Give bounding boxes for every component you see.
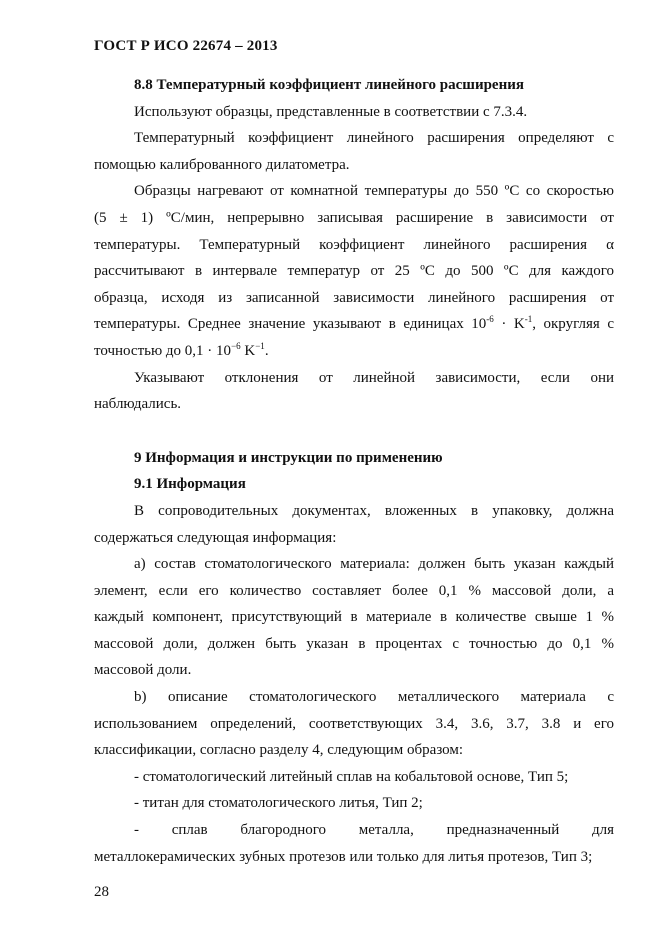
page-number: 28 [94, 884, 109, 900]
dash-item: - стоматологический литейный сплав на кобальтовой основе, Тип 5; [134, 768, 569, 785]
paragraph-line: содержаться следующая информация: [94, 529, 337, 546]
list-item-b-line: классификации, согласно разделу 4, следующим образом: [94, 742, 464, 759]
superscript: -1 [524, 314, 533, 325]
list-item-a-line: каждый компонент, присутствующий в материале в количестве свыше 1 % [94, 609, 614, 626]
text-fragment: , округляя с [532, 316, 614, 333]
text-fragment: . [264, 342, 269, 359]
paragraph-line: наблюдались. [94, 396, 182, 413]
list-item-a-line: массовой доли. [94, 662, 192, 679]
text-fragment: K [240, 342, 256, 359]
list-item-b-line: b) описание стоматологического металлического материала с [134, 689, 614, 706]
document-body [94, 72, 614, 870]
text-fragment: · K [493, 316, 525, 333]
paragraph-line: (5 ± 1) ºC/мин, непрерывно записывая расширение в зависимости от [94, 209, 614, 226]
paragraph-line [94, 311, 614, 338]
paragraph-line: Образцы нагревают от комнатной температуры до 550 ºC со скоростью [134, 183, 614, 200]
dash-item: - сплав благородного металла, предназначенный для [134, 822, 614, 839]
superscript: -6 [486, 314, 494, 325]
section-spacer [94, 418, 614, 445]
list-item-a-line: а) состав стоматологического материала: должен быть указан каждый [134, 556, 614, 573]
paragraph-line: помощью калиброванного дилатометра. [94, 156, 350, 173]
text-fragment: точностью до 0,1 · 10 [94, 342, 232, 359]
paragraph-line: рассчитывают в интервале температур от 25 ºC до 500 ºC для каждого [94, 263, 614, 280]
section-9-1-heading: 9.1 Информация [134, 476, 246, 493]
list-item-a-line: элемент, если его количество составляет более 0,1 % массовой доли, а [94, 582, 614, 599]
paragraph-line: Температурный коэффициент линейного расширения определяют с [134, 130, 614, 147]
paragraph-line: Используют образцы, представленные в соответствии с 7.3.4. [134, 103, 528, 120]
paragraph-line: Указывают отклонения от линейной зависимости, если они [134, 369, 614, 386]
paragraph-line [94, 338, 614, 365]
dash-item: - титан для стоматологического литья, Тип 2; [134, 795, 423, 812]
list-item-b-line: использованием определений, соответствующих 3.4, 3.6, 3.7, 3.8 и его [94, 715, 614, 732]
paragraph-line: образца, исходя из записанной зависимости линейного расширения от [94, 289, 614, 306]
document-header: ГОСТ Р ИСО 22674 – 2013 [94, 38, 278, 54]
paragraph-line: температуры. Температурный коэффициент линейного расширения α [94, 236, 614, 253]
superscript: −6 [231, 340, 241, 351]
dash-item: металлокерамических зубных протезов или только для литья протезов, Тип 3; [94, 848, 593, 865]
paragraph-line: В сопроводительных документах, вложенных в упаковку, должна [134, 502, 614, 519]
section-9-heading: 9 Информация и инструкции по применению [134, 449, 443, 466]
text-fragment: температуры. Среднее значение указывают в единицах 10 [94, 316, 487, 333]
superscript: −1 [255, 340, 265, 351]
list-item-a-line: массовой доли, должен быть указан в процентах с точностью до 0,1 % [94, 635, 614, 652]
section-8-8-heading: 8.8 Температурный коэффициент линейного расширения [134, 77, 524, 93]
